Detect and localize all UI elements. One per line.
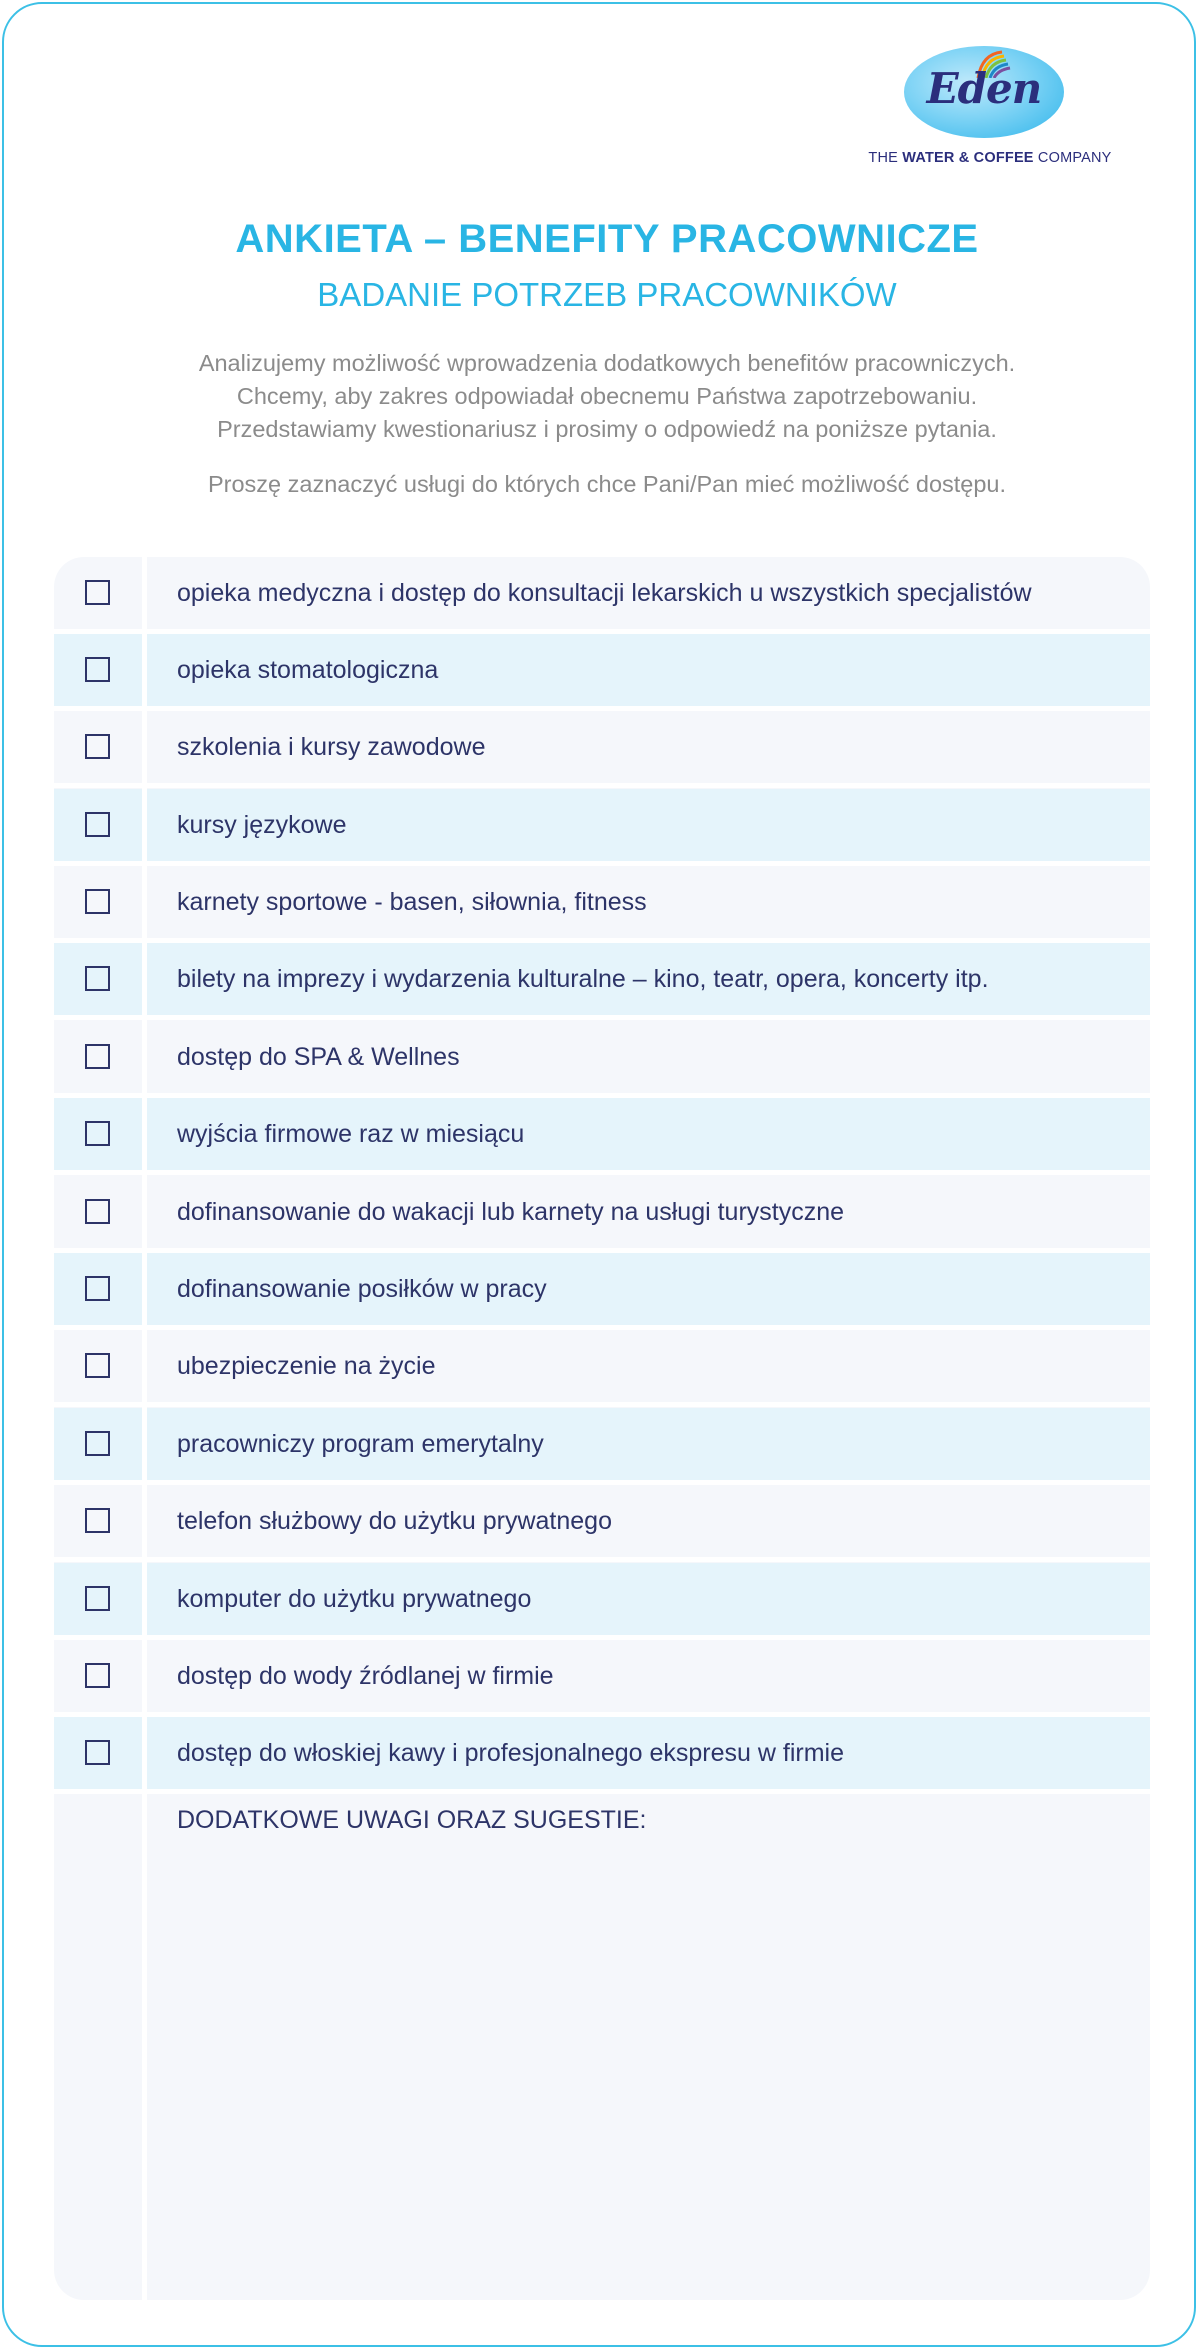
- intro-text: [0, 347, 1200, 446]
- option-checkbox[interactable]: [85, 1663, 110, 1688]
- option-row: [54, 1253, 1150, 1325]
- option-row: [54, 634, 1150, 706]
- option-row: [54, 1640, 1150, 1712]
- option-label: opieka medyczna i dostęp do konsultacji lekarskich u wszystkich specjalistów: [177, 579, 1032, 607]
- option-label: dofinansowanie do wakacji lub karnety na usługi turystyczne: [177, 1198, 845, 1226]
- notes-label: DODATKOWE UWAGI ORAZ SUGESTIE:: [177, 1806, 647, 1834]
- option-row: [54, 1098, 1150, 1170]
- option-label: opieka stomatologiczna: [177, 656, 439, 684]
- option-label: ubezpieczenie na życie: [177, 1352, 436, 1380]
- option-row: [54, 866, 1150, 938]
- option-checkbox[interactable]: [85, 1586, 110, 1611]
- intro-line: Przedstawiamy kwestionariusz i prosimy o odpowiedź na poniższe pytania.: [217, 416, 997, 442]
- column-divider: [142, 557, 147, 2300]
- notes-field[interactable]: [154, 1857, 1138, 2291]
- logo-tagline: THE WATER & COFFEE COMPANY: [868, 150, 1112, 166]
- instruction-text: Proszę zaznaczyć usługi do których chce Pani/Pan mieć możliwość dostępu.: [207, 471, 1007, 497]
- row-divider: [54, 1402, 1150, 1407]
- option-checkbox[interactable]: [85, 1276, 110, 1301]
- option-label: telefon służbowy do użytku prywatnego: [177, 1507, 612, 1535]
- option-checkbox[interactable]: [85, 889, 110, 914]
- option-label: bilety na imprezy i wydarzenia kulturalne – kino, teatr, opera, koncerty itp.: [177, 965, 989, 993]
- option-checkbox[interactable]: [85, 1431, 110, 1456]
- option-row: [54, 943, 1150, 1015]
- option-label: karnety sportowe - basen, siłownia, fitness: [177, 888, 647, 916]
- row-divider: [54, 1557, 1150, 1562]
- option-label: pracowniczy program emerytalny: [177, 1430, 544, 1458]
- row-divider: [54, 1015, 1150, 1020]
- row-divider: [54, 1789, 1150, 1794]
- option-checkbox[interactable]: [85, 1121, 110, 1146]
- benefits-table: [54, 557, 1150, 2300]
- option-checkbox[interactable]: [85, 1740, 110, 1765]
- option-row: [54, 1408, 1150, 1480]
- option-label: dostęp do SPA & Wellnes: [177, 1043, 460, 1071]
- option-checkbox[interactable]: [85, 734, 110, 759]
- option-row: [54, 1485, 1150, 1557]
- option-label: komputer do użytku prywatnego: [177, 1585, 532, 1613]
- option-checkbox[interactable]: [85, 1199, 110, 1224]
- option-label: wyjścia firmowe raz w miesiącu: [177, 1120, 525, 1148]
- row-divider: [54, 1170, 1150, 1175]
- row-divider: [54, 783, 1150, 788]
- option-label: dofinansowanie posiłków w pracy: [177, 1275, 547, 1303]
- option-label: szkolenia i kursy zawodowe: [177, 733, 486, 761]
- option-label: kursy językowe: [177, 811, 347, 839]
- eden-logo: [860, 40, 1120, 172]
- option-row: [54, 1563, 1150, 1635]
- option-row: [54, 789, 1150, 861]
- page-title: ANKIETA – BENEFITY PRACOWNICZE: [235, 217, 979, 261]
- page-subtitle: BADANIE POTRZEB PRACOWNIKÓW: [317, 276, 897, 313]
- option-row: [54, 711, 1150, 783]
- logo-wordmark: Eden: [926, 64, 1042, 113]
- option-row: [54, 1330, 1150, 1402]
- option-checkbox[interactable]: [85, 657, 110, 682]
- option-checkbox[interactable]: [85, 1353, 110, 1378]
- option-checkbox[interactable]: [85, 580, 110, 605]
- option-checkbox[interactable]: [85, 1508, 110, 1533]
- intro-line: Analizujemy możliwość wprowadzenia dodatkowych benefitów pracowniczych.: [198, 350, 1016, 376]
- option-label: dostęp do włoskiej kawy i profesjonalnego ekspresu w firmie: [177, 1739, 844, 1767]
- option-checkbox[interactable]: [85, 966, 110, 991]
- option-row: [54, 557, 1150, 629]
- option-checkbox[interactable]: [85, 812, 110, 837]
- option-checkbox[interactable]: [85, 1044, 110, 1069]
- option-label: dostęp do wody źródlanej w firmie: [177, 1662, 554, 1690]
- option-row: [54, 1717, 1150, 1789]
- intro-line: Chcemy, aby zakres odpowiadał obecnemu Państwa zapotrzebowaniu.: [236, 383, 978, 409]
- option-row: [54, 1021, 1150, 1093]
- option-row: [54, 1176, 1150, 1248]
